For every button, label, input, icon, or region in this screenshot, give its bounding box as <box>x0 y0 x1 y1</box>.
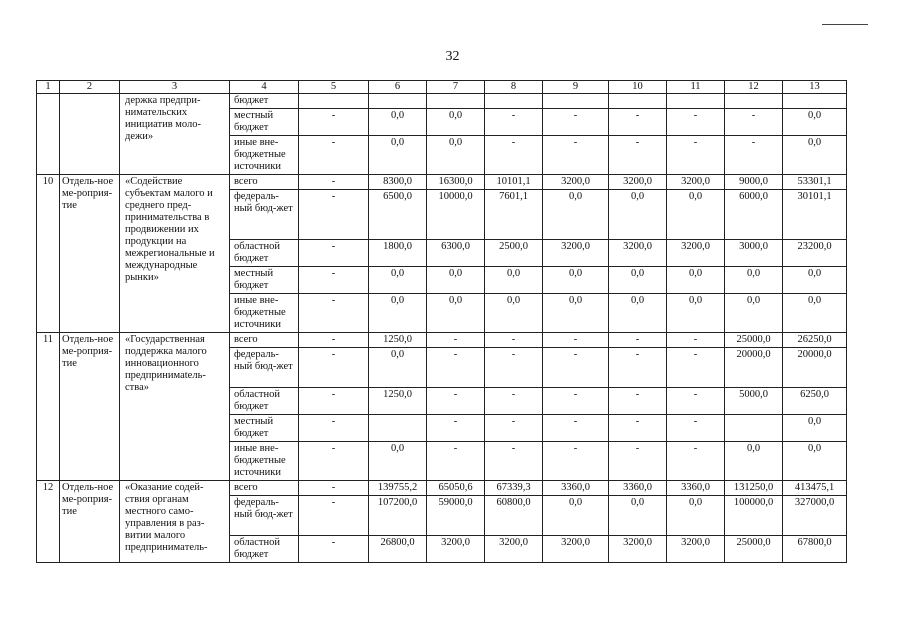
amount-cell: 3200,0 <box>427 536 485 563</box>
amount-cell: 0,0 <box>427 136 485 175</box>
table-row <box>37 94 847 109</box>
amount-cell: 3200,0 <box>609 536 667 563</box>
amount-cell <box>369 415 427 442</box>
amount-cell: 0,0 <box>485 294 543 333</box>
amount-cell: - <box>609 136 667 175</box>
amount-cell <box>427 94 485 109</box>
amount-cell: 0,0 <box>725 267 783 294</box>
amount-cell: - <box>427 388 485 415</box>
amount-cell: - <box>609 348 667 388</box>
amount-cell: 327000,0 <box>783 496 847 536</box>
amount-cell: - <box>485 348 543 388</box>
funding-source: бюджет <box>230 94 299 109</box>
funding-source: местный бюджет <box>230 267 299 294</box>
table-row <box>37 481 847 496</box>
amount-cell <box>609 94 667 109</box>
amount-cell: - <box>609 442 667 481</box>
amount-cell: 10101,1 <box>485 175 543 190</box>
col5-cell: - <box>299 294 369 333</box>
amount-cell: - <box>427 348 485 388</box>
amount-cell: 3000,0 <box>725 240 783 267</box>
amount-cell: 9000,0 <box>725 175 783 190</box>
amount-cell: 0,0 <box>543 496 609 536</box>
amount-cell: - <box>609 388 667 415</box>
amount-cell: 0,0 <box>369 136 427 175</box>
col5-cell: - <box>299 109 369 136</box>
amount-cell: 3200,0 <box>543 240 609 267</box>
amount-cell: 6250,0 <box>783 388 847 415</box>
amount-cell: 100000,0 <box>725 496 783 536</box>
table-row <box>37 175 847 190</box>
amount-cell: - <box>485 388 543 415</box>
amount-cell: 5000,0 <box>725 388 783 415</box>
top-right-rule <box>822 24 868 25</box>
col5-cell: - <box>299 240 369 267</box>
amount-cell: 0,0 <box>783 267 847 294</box>
col5-cell: - <box>299 348 369 388</box>
amount-cell: - <box>667 136 725 175</box>
funding-source: всего <box>230 175 299 190</box>
amount-cell: - <box>543 136 609 175</box>
amount-cell: 0,0 <box>667 190 725 240</box>
amount-cell <box>725 415 783 442</box>
amount-cell: 0,0 <box>369 294 427 333</box>
amount-cell: 3200,0 <box>543 536 609 563</box>
page-number: 32 <box>445 49 460 64</box>
group-name: держка предпри-нимательских инициатив моло-дежи» <box>120 94 230 175</box>
amount-cell: - <box>543 415 609 442</box>
group-number <box>37 94 60 175</box>
col-header: 8 <box>485 81 543 94</box>
funding-source: федераль-ный бюд-жет <box>230 348 299 388</box>
amount-cell: 131250,0 <box>725 481 783 496</box>
amount-cell: 0,0 <box>543 190 609 240</box>
amount-cell: 53301,1 <box>783 175 847 190</box>
amount-cell: - <box>725 109 783 136</box>
col-header: 2 <box>60 81 120 94</box>
amount-cell <box>725 94 783 109</box>
col5-cell: - <box>299 175 369 190</box>
amount-cell: 0,0 <box>427 294 485 333</box>
amount-cell: 1800,0 <box>369 240 427 267</box>
group-kind: Отдель-ное ме-роприя-тие <box>60 481 120 563</box>
col5-cell: - <box>299 333 369 348</box>
col5-cell: - <box>299 496 369 536</box>
amount-cell: - <box>609 415 667 442</box>
funding-source: федераль-ный бюд-жет <box>230 190 299 240</box>
amount-cell: 0,0 <box>667 496 725 536</box>
amount-cell: 3200,0 <box>667 536 725 563</box>
funding-source: иные вне-бюджетные источники <box>230 136 299 175</box>
amount-cell: 60800,0 <box>485 496 543 536</box>
amount-cell: - <box>667 348 725 388</box>
amount-cell: 16300,0 <box>427 175 485 190</box>
amount-cell: 0,0 <box>783 294 847 333</box>
amount-cell: 6300,0 <box>427 240 485 267</box>
amount-cell: - <box>667 388 725 415</box>
amount-cell: - <box>543 388 609 415</box>
col-header: 3 <box>120 81 230 94</box>
col5-cell: - <box>299 267 369 294</box>
col5-cell <box>299 94 369 109</box>
amount-cell: 2500,0 <box>485 240 543 267</box>
group-number: 11 <box>37 333 60 481</box>
funding-source: местный бюджет <box>230 109 299 136</box>
amount-cell: 0,0 <box>609 496 667 536</box>
amount-cell <box>783 94 847 109</box>
col-header: 4 <box>230 81 299 94</box>
amount-cell: 0,0 <box>609 190 667 240</box>
amount-cell: - <box>543 348 609 388</box>
amount-cell: 139755,2 <box>369 481 427 496</box>
funding-source: иные вне-бюджетные источники <box>230 294 299 333</box>
col5-cell: - <box>299 442 369 481</box>
amount-cell: - <box>485 442 543 481</box>
amount-cell: 0,0 <box>427 109 485 136</box>
col-header: 9 <box>543 81 609 94</box>
amount-cell: 20000,0 <box>725 348 783 388</box>
amount-cell: 0,0 <box>485 267 543 294</box>
col5-cell: - <box>299 536 369 563</box>
amount-cell: 3200,0 <box>667 175 725 190</box>
amount-cell: 3200,0 <box>667 240 725 267</box>
group-name: «Государственная поддержка малого инновационного предпринимatель-ства» <box>120 333 230 481</box>
amount-cell: 0,0 <box>369 442 427 481</box>
amount-cell <box>485 94 543 109</box>
header-row <box>37 81 847 94</box>
amount-cell: 3360,0 <box>609 481 667 496</box>
amount-cell: 3200,0 <box>485 536 543 563</box>
group-number: 10 <box>37 175 60 333</box>
group-kind: Отдель-ное ме-роприя-тие <box>60 175 120 333</box>
amount-cell: 10000,0 <box>427 190 485 240</box>
funding-source: всего <box>230 481 299 496</box>
col-header: 10 <box>609 81 667 94</box>
amount-cell: 8300,0 <box>369 175 427 190</box>
funding-source: иные вне-бюджетные источники <box>230 442 299 481</box>
amount-cell: 0,0 <box>609 294 667 333</box>
amount-cell: 7601,1 <box>485 190 543 240</box>
amount-cell: 3360,0 <box>543 481 609 496</box>
col-header: 11 <box>667 81 725 94</box>
amount-cell: 25000,0 <box>725 333 783 348</box>
col5-cell: - <box>299 481 369 496</box>
amount-cell: 23200,0 <box>783 240 847 267</box>
funding-source: федераль-ный бюд-жет <box>230 496 299 536</box>
amount-cell: - <box>485 109 543 136</box>
amount-cell <box>369 94 427 109</box>
amount-cell: 20000,0 <box>783 348 847 388</box>
amount-cell: - <box>667 442 725 481</box>
amount-cell: - <box>543 333 609 348</box>
amount-cell: - <box>667 415 725 442</box>
amount-cell: 107200,0 <box>369 496 427 536</box>
group-kind <box>60 94 120 175</box>
funding-source: областной бюджет <box>230 536 299 563</box>
amount-cell: 3200,0 <box>543 175 609 190</box>
amount-cell: 0,0 <box>543 294 609 333</box>
amount-cell: 1250,0 <box>369 388 427 415</box>
amount-cell: - <box>725 136 783 175</box>
amount-cell: - <box>609 109 667 136</box>
budget-table <box>36 80 847 563</box>
amount-cell: 0,0 <box>783 109 847 136</box>
amount-cell: 3200,0 <box>609 175 667 190</box>
amount-cell: - <box>667 109 725 136</box>
amount-cell: - <box>485 415 543 442</box>
col5-cell: - <box>299 190 369 240</box>
col5-cell: - <box>299 388 369 415</box>
amount-cell: - <box>427 333 485 348</box>
amount-cell: 0,0 <box>783 415 847 442</box>
col5-cell: - <box>299 136 369 175</box>
funding-source: областной бюджет <box>230 240 299 267</box>
col-header: 5 <box>299 81 369 94</box>
amount-cell: 0,0 <box>783 442 847 481</box>
funding-source: областной бюджет <box>230 388 299 415</box>
amount-cell: 0,0 <box>369 109 427 136</box>
amount-cell: 0,0 <box>427 267 485 294</box>
amount-cell: - <box>485 136 543 175</box>
amount-cell: - <box>427 415 485 442</box>
amount-cell: 6000,0 <box>725 190 783 240</box>
amount-cell: - <box>543 442 609 481</box>
amount-cell: 1250,0 <box>369 333 427 348</box>
funding-source: всего <box>230 333 299 348</box>
amount-cell: 0,0 <box>667 267 725 294</box>
col-header: 13 <box>783 81 847 94</box>
amount-cell <box>543 94 609 109</box>
amount-cell: - <box>427 442 485 481</box>
amount-cell: 67800,0 <box>783 536 847 563</box>
amount-cell: 0,0 <box>369 348 427 388</box>
amount-cell: 30101,1 <box>783 190 847 240</box>
amount-cell: 67339,3 <box>485 481 543 496</box>
amount-cell: 0,0 <box>783 136 847 175</box>
amount-cell: 413475,1 <box>783 481 847 496</box>
amount-cell: 65050,6 <box>427 481 485 496</box>
amount-cell: 0,0 <box>725 294 783 333</box>
group-name: «Содействие субъектам малого и среднего пред-принимательства в продвижении их продукции на межрегиональные и международные рынки» <box>120 175 230 333</box>
amount-cell: 25000,0 <box>725 536 783 563</box>
amount-cell: - <box>485 333 543 348</box>
amount-cell <box>667 94 725 109</box>
amount-cell: 0,0 <box>667 294 725 333</box>
amount-cell: - <box>543 109 609 136</box>
amount-cell: - <box>667 333 725 348</box>
amount-cell: 3200,0 <box>609 240 667 267</box>
amount-cell: 0,0 <box>369 267 427 294</box>
amount-cell: - <box>609 333 667 348</box>
col-header: 12 <box>725 81 783 94</box>
col-header: 7 <box>427 81 485 94</box>
amount-cell: 0,0 <box>725 442 783 481</box>
col-header: 6 <box>369 81 427 94</box>
table-row <box>37 333 847 348</box>
group-number: 12 <box>37 481 60 563</box>
col5-cell: - <box>299 415 369 442</box>
amount-cell: 26800,0 <box>369 536 427 563</box>
col-header: 1 <box>37 81 60 94</box>
amount-cell: 3360,0 <box>667 481 725 496</box>
group-kind: Отдель-ное ме-роприя-тие <box>60 333 120 481</box>
amount-cell: 0,0 <box>609 267 667 294</box>
amount-cell: 26250,0 <box>783 333 847 348</box>
amount-cell: 59000,0 <box>427 496 485 536</box>
group-name: «Оказание содей-ствия органам местного само-управления в раз-витии малого предпринимaтель- <box>120 481 230 563</box>
amount-cell: 6500,0 <box>369 190 427 240</box>
amount-cell: 0,0 <box>543 267 609 294</box>
funding-source: местный бюджет <box>230 415 299 442</box>
